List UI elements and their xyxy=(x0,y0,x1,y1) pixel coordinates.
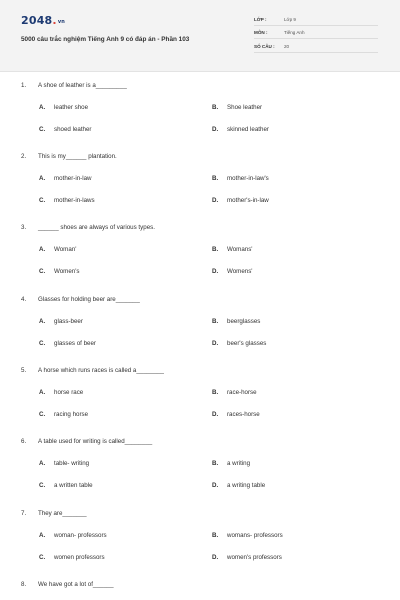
option-letter: A. xyxy=(39,104,46,111)
site-logo[interactable] xyxy=(21,14,65,27)
question-number: 4. xyxy=(21,296,27,303)
option-text: woman- professors xyxy=(54,532,107,539)
option-text: a writing xyxy=(227,460,251,467)
question-number: 2. xyxy=(21,153,27,160)
logo-text: 2048 xyxy=(21,14,53,27)
option-letter: D. xyxy=(212,482,219,489)
option-letter: D. xyxy=(212,197,219,204)
option-text: shoed leather xyxy=(54,126,92,133)
option-text: glass-beer xyxy=(54,318,83,325)
option-text: mother-in-law's xyxy=(227,175,269,182)
option-text: beerglasses xyxy=(227,318,261,325)
question-text: A table used for writing is called________ xyxy=(38,438,153,445)
question-number: 8. xyxy=(21,581,27,588)
option-text: skinned leather xyxy=(227,126,269,133)
logo-dot: . xyxy=(52,14,57,27)
logo-suffix: vn xyxy=(57,19,66,25)
option-letter: A. xyxy=(39,460,46,467)
meta-label: SỐ CÂU : xyxy=(254,44,275,49)
option-text: mother's-in-law xyxy=(227,197,269,204)
option-text: mother-in-laws xyxy=(54,197,95,204)
option-letter: D. xyxy=(212,126,219,133)
option-text: women's professors xyxy=(227,554,282,561)
option-letter: B. xyxy=(212,532,219,539)
question-number: 1. xyxy=(21,82,27,89)
option-letter: A. xyxy=(39,246,46,253)
question-text: Glasses for holding beer are_______ xyxy=(38,296,140,303)
option-letter: A. xyxy=(39,389,46,396)
option-letter: B. xyxy=(212,246,219,253)
meta-label: LỚP : xyxy=(254,17,267,22)
option-text: Womans' xyxy=(227,246,253,253)
option-letter: B. xyxy=(212,104,219,111)
option-text: glasses of beer xyxy=(54,340,96,347)
option-text: Women's xyxy=(54,268,80,275)
option-letter: B. xyxy=(212,318,219,325)
option-letter: C. xyxy=(39,411,46,418)
question-text: We have got a lot of______ xyxy=(38,581,114,588)
option-text: women professors xyxy=(54,554,105,561)
option-letter: D. xyxy=(212,411,219,418)
question-text: They are_______ xyxy=(38,510,87,517)
document-title: 5000 câu trắc nghiệm Tiếng Anh 9 có đáp án - Phần 103 xyxy=(21,36,190,43)
question-text: A horse which runs races is called a________ xyxy=(38,367,164,374)
option-letter: B. xyxy=(212,175,219,182)
option-letter: A. xyxy=(39,318,46,325)
option-letter: D. xyxy=(212,340,219,347)
option-text: racing horse xyxy=(54,411,89,418)
option-text: Shoe leather xyxy=(227,104,263,111)
option-text: Woman' xyxy=(54,246,77,253)
question-text: ______ shoes are always of various types. xyxy=(38,224,155,231)
option-text: Womens' xyxy=(227,268,253,275)
meta-value: Lớp 9 xyxy=(284,17,296,22)
question-number: 5. xyxy=(21,367,27,374)
option-text: a writing table xyxy=(227,482,266,489)
document-header xyxy=(0,0,400,72)
option-letter: B. xyxy=(212,460,219,467)
option-letter: C. xyxy=(39,197,46,204)
option-text: races-horse xyxy=(227,411,260,418)
question-number: 7. xyxy=(21,510,27,517)
question-text: This is my______ plantation. xyxy=(38,153,117,160)
option-text: horse race xyxy=(54,389,84,396)
option-letter: C. xyxy=(39,482,46,489)
option-letter: C. xyxy=(39,340,46,347)
option-letter: D. xyxy=(212,268,219,275)
option-text: table- writing xyxy=(54,460,90,467)
option-letter: A. xyxy=(39,532,46,539)
option-letter: D. xyxy=(212,554,219,561)
meta-label: MÔN : xyxy=(254,30,268,35)
meta-row-count xyxy=(254,42,378,53)
option-letter: C. xyxy=(39,268,46,275)
meta-row-subject xyxy=(254,28,378,39)
option-text: womans- professors xyxy=(227,532,283,539)
question-text: A shoe of leather is a_________ xyxy=(38,82,127,89)
option-text: mother-in-law xyxy=(54,175,92,182)
meta-row-grade xyxy=(254,15,378,26)
option-letter: A. xyxy=(39,175,46,182)
question-number: 3. xyxy=(21,224,27,231)
option-text: leather shoe xyxy=(54,104,89,111)
meta-value: 20 xyxy=(284,44,290,49)
meta-value: Tiếng Anh xyxy=(284,30,305,35)
option-text: beer's glasses xyxy=(227,340,267,347)
option-letter: C. xyxy=(39,126,46,133)
option-letter: C. xyxy=(39,554,46,561)
question-number: 6. xyxy=(21,438,27,445)
option-text: a written table xyxy=(54,482,93,489)
option-text: race-horse xyxy=(227,389,257,396)
option-letter: B. xyxy=(212,389,219,396)
